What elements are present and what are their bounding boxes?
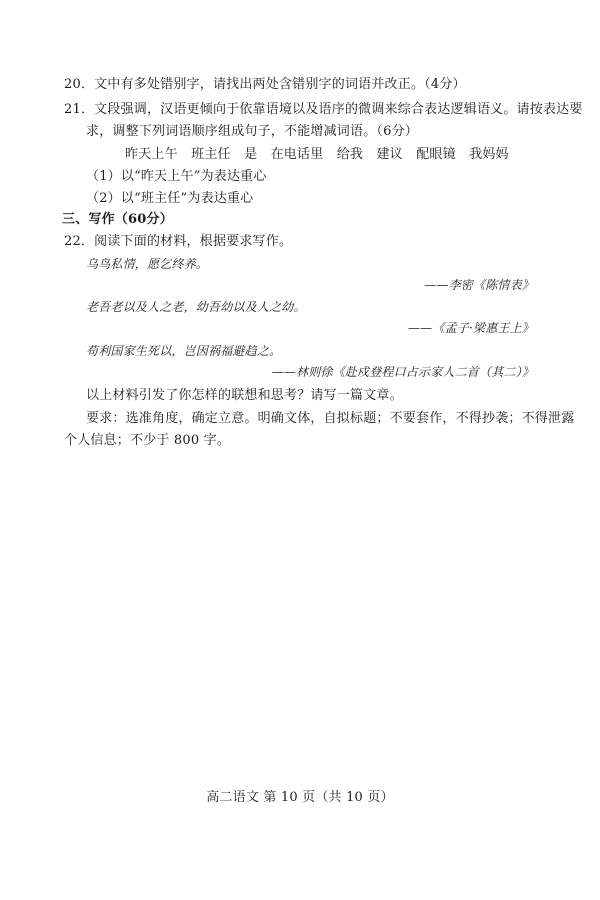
material-source-3: ——林则徐《赴戍登程口占示家人二首（其二）》 <box>271 365 534 379</box>
writing-requirement-line-2: 个人信息；不少于 800 字。 <box>64 433 231 448</box>
material-quote-3: 苟利国家生死以，岂因祸福避趋之。 <box>86 344 282 358</box>
question-21-word-list: 昨天上午 班主任 是 在电话里 给我 建议 配眼镜 我妈妈 <box>125 147 509 162</box>
writing-prompt: 以上材料引发了你怎样的联想和思考？请写一篇文章。 <box>86 388 403 403</box>
section-title-writing: 三、写作（60分） <box>62 212 173 227</box>
material-quote-2: 老吾老以及人之老，幼吾幼以及人之幼。 <box>86 300 306 314</box>
question-22-intro: 22．阅读下面的材料，根据要求写作。 <box>64 234 293 249</box>
question-21-option-1: （1）以“昨天上午”为表达重心 <box>86 169 267 184</box>
material-source-2: ——《孟子·梁惠王上》 <box>407 321 534 335</box>
material-source-1: ——李密《陈情表》 <box>424 278 534 292</box>
question-21-line-2: 求，调整下列词语顺序组成句子，不能增减词语。（6分） <box>86 124 418 139</box>
writing-requirement-line-1: 要求：选准角度，确定立意。明确文体，自拟标题；不要套作，不得抄袭；不得泄露 <box>86 411 575 426</box>
question-20: 20．文中有多处错别字，请找出两处含错别字的词语并改正。（4分） <box>64 77 466 92</box>
material-quote-1: 乌鸟私情，愿乞终养。 <box>86 257 209 271</box>
page-footer: 高二语文 第 10 页（共 10 页） <box>206 790 394 805</box>
question-21-option-2: （2）以“班主任”为表达重心 <box>86 191 254 206</box>
question-21-line-1: 21．文段强调，汉语更倾向于依靠语境以及语序的微调来综合表达逻辑语义。请按表达要 <box>64 102 583 117</box>
